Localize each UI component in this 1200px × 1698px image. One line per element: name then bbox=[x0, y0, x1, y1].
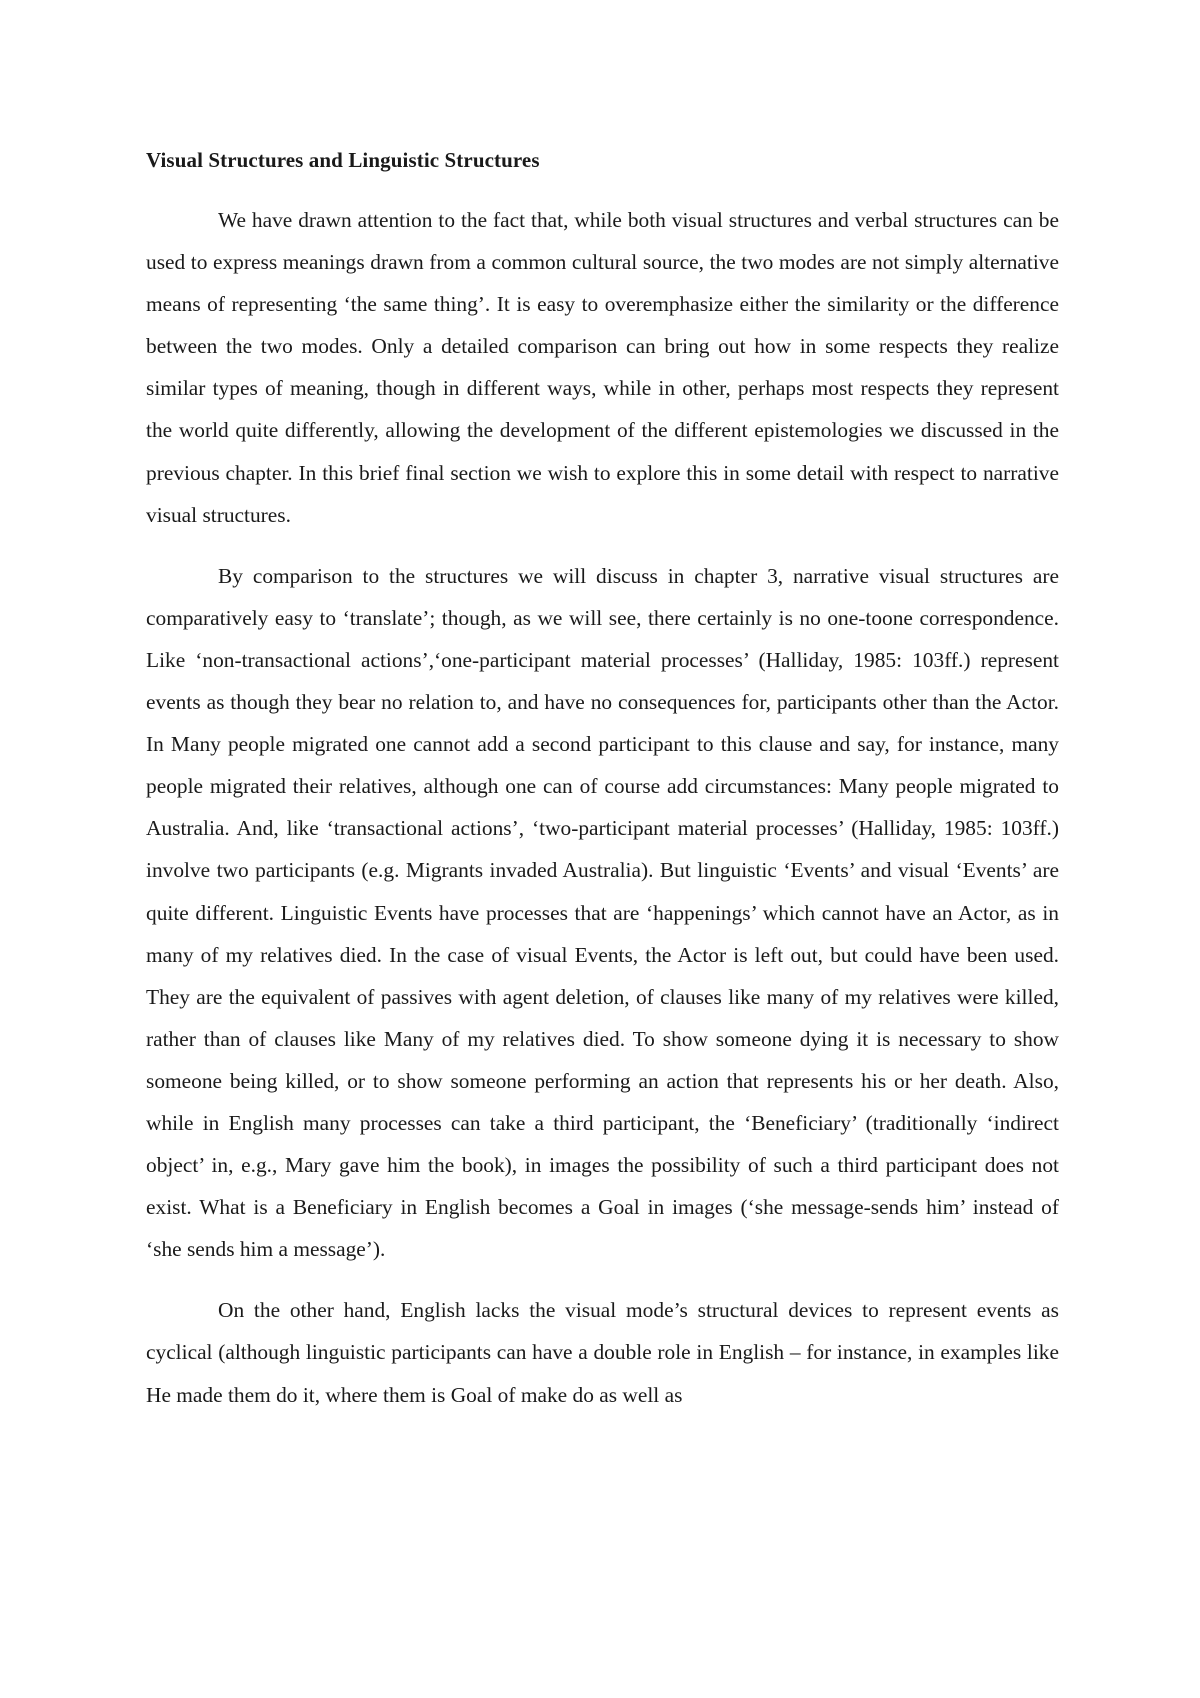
paragraph-1: We have drawn attention to the fact that, while both visual structures and verbal structures can be used to express meanings drawn from a common cultural source, the two modes are not simply alternative means of representing ‘the same thing’. It is easy to overemphasize either the similarity or the difference between the two modes. Only a detailed comparison can bring out how in some respects they realize similar types of meaning, though in different ways, while in other, perhaps most respects they represent the world quite differently, allowing the development of the different epistemologies we discussed in the previous chapter. In this brief final section we wish to explore this in some detail with respect to narrative visual structures. bbox=[146, 208, 1059, 527]
paragraph-3: On the other hand, English lacks the visual mode’s structural devices to represent events as cyclical (although linguistic participants can have a double role in English – for instance, in examples like He made them do it, where them is Goal of make do as well as bbox=[146, 1298, 1059, 1407]
section-heading: Visual Structures and Linguistic Structures bbox=[146, 148, 540, 172]
paragraph-2: By comparison to the structures we will discuss in chapter 3, narrative visual structures are comparatively easy to ‘translate’; though, as we will see, there certainly is no one-toone correspondence. Like ‘non-transactional actions’,‘one-participant material processes’ (Halliday, 1985: 103ff.) represent events as though they bear no relation to, and have no consequences for, participants other than the Actor. In Many people migrated one cannot add a second participant to this clause and say, for instance, many people migrated their relatives, although one can of course add circumstances: Many people migrated to Australia. And, like ‘transactional actions’, ‘two-participant material processes’ (Halliday, 1985: 103ff.) involve two participants (e.g. Migrants invaded Australia). But linguistic ‘Events’ and visual ‘Events’ are quite different. Linguistic Events have processes that are ‘happenings’ which cannot have an Actor, as in many of my relatives died. In the case of visual Events, the Actor is left out, but could have been used. They are the equivalent of passives with agent deletion, of clauses like many of my relatives were killed, rather than of clauses like Many of my relatives died. To show someone dying it is necessary to show someone being killed, or to show someone performing an action that represents his or her death. Also, while in English many processes can take a third participant, the ‘Beneficiary’ (traditionally ‘indirect object’ in, e.g., Mary gave him the book), in images the possibility of such a third participant does not exist. What is a Beneficiary in English becomes a Goal in images (‘she message-sends him’ instead of ‘she sends him a message’). bbox=[146, 563, 1059, 1262]
document-body bbox=[146, 143, 1059, 1416]
